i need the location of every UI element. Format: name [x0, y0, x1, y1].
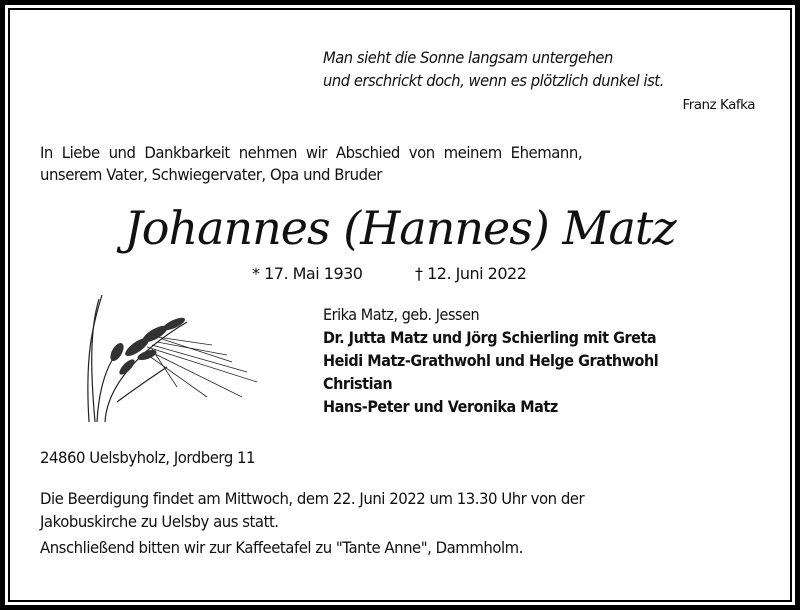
funeral-line-2: Jakobuskirche zu Uelsby aus statt.: [40, 512, 279, 531]
obituary-card: [5, 5, 795, 605]
intro-line-1: In Liebe und Dankbarkeit nehmen wir Abschied von meinem Ehemann,: [40, 143, 583, 162]
family-member: Christian: [323, 374, 393, 393]
quote-author: Franz Kafka: [682, 97, 755, 113]
family-member: Hans-Peter und Veronika Matz: [323, 397, 558, 416]
birth-date: * 17. Mai 1930: [252, 264, 363, 283]
deceased-name: Johannes (Hannes) Matz: [124, 201, 676, 255]
funeral-line-3: Anschließend bitten wir zur Kaffeetafel zu "Tante Anne", Dammholm.: [40, 538, 523, 557]
wheat-illustration: [77, 287, 263, 427]
funeral-line-1: Die Beerdigung findet am Mittwoch, dem 22. Juni 2022 um 13.30 Uhr von der: [40, 489, 585, 508]
quote-line-2: und erschrickt doch, wenn es plötzlich dunkel ist.: [323, 71, 664, 90]
quote-line-1: Man sieht die Sonne langsam untergehen: [323, 48, 613, 67]
family-member: Dr. Jutta Matz und Jörg Schierling mit Greta: [323, 328, 657, 347]
death-date: † 12. Juni 2022: [415, 264, 527, 283]
address: 24860 Uelsbyholz, Jordberg 11: [40, 448, 256, 467]
family-member: Erika Matz, geb. Jessen: [323, 305, 480, 324]
intro-line-2: unserem Vater, Schwiegervater, Opa und Bruder: [40, 165, 382, 184]
family-member: Heidi Matz-Grathwohl und Helge Grathwohl: [323, 351, 659, 370]
